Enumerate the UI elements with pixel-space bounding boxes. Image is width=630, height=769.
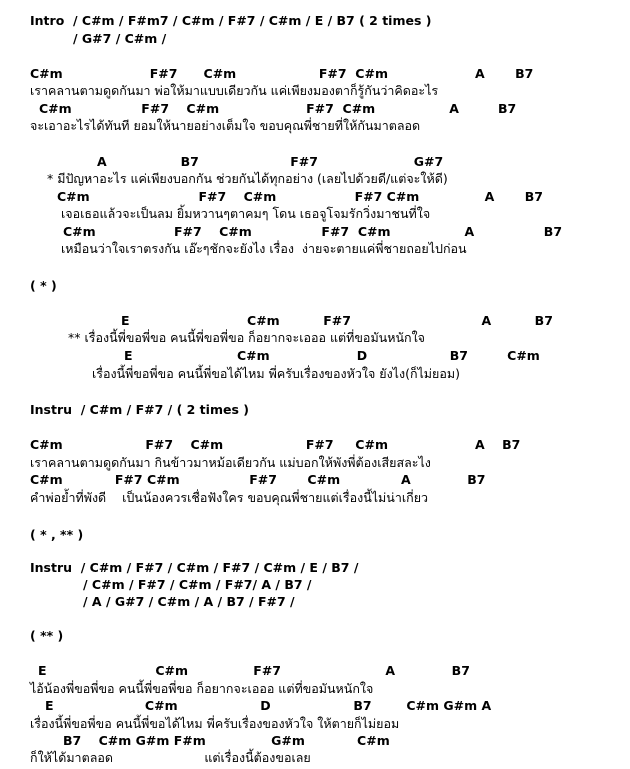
verse2-chords-2: C#m F#7 C#m F#7 C#m A B7 [30,472,486,487]
instru-line-2b: / C#m / F#7 / C#m / F#7/ A / B7 / [83,577,312,592]
instru-line-2c: / A / G#7 / C#m / A / B7 / F#7 / [83,594,295,609]
verse2-lyrics-2: คำพ่อย้ำที่พังดี เป็นน้องควรเชื่อฟังใคร ขอบคุณพี่ชายแต่เรื่องนี้ไม่น่าเกี่ยว [30,490,429,505]
outro-chords-2: E C#m D B7 C#m G#m A [45,698,492,713]
verse1-lyrics-1: เราคลานตามดูดกันมา พ่อให้มาแบบเดียวกัน แค่เพียงมองตาก็รู้กันว่าคิดอะไร [30,83,439,98]
chorus1-lyrics-3: เหมือนว่าใจเราตรงกัน เอ๊ะๆชักจะยังไง เรื่อง ง่ายจะตายแค่พี่ชายถอยไปก่อน [61,241,467,256]
repeat-marker-2: ( * , ** ) [30,527,84,542]
outro-lyrics-2: เรื่องนี้พี่ขอพี่ขอ คนนี้พี่ขอได้ไหม พี่ครับเรื่องของหัวใจ ให้ตายก็ไม่ยอม [30,716,400,731]
chorus1-chords-1: A B7 F#7 G#7 [97,154,444,169]
verse2-lyrics-1: เราคลานตามดูดกันมา กินข้าวมาหม้อเดียวกัน แม่บอกให้พังพี่ต้องเสียสละไง [30,455,431,470]
chorus1-chords-3: C#m F#7 C#m F#7 C#m A B7 [63,224,563,239]
verse1-chords-2: C#m F#7 C#m F#7 C#m A B7 [39,101,517,116]
outro-lyrics-1: ไอ้น้องพี่ขอพี่ขอ คนนี้พี่ขอพี่ขอ ก็อยากจะเอออ แต่ที่ขอมันหนักใจ [30,681,374,696]
hook-chords-2: E C#m D B7 C#m [124,348,540,363]
outro-lyrics-3: ก็ให้ได้มาตลอด แต่เรื่องนี้ต้องขอเลย [30,750,311,765]
outro-chords-3: B7 C#m G#m F#m G#m C#m [63,733,390,748]
verse2-chords-1: C#m F#7 C#m F#7 C#m A B7 [30,437,521,452]
intro-line-1: Intro / C#m / F#m7 / C#m / F#7 / C#m / E / B7 ( 2 times ) [30,13,432,28]
verse1-lyrics-2: จะเอาอะไรได้ทันที ยอมให้นายอย่างเต็มใจ ขอบคุณพี่ชายที่ให้กันมาตลอด [30,118,421,133]
hook-chords-1: E C#m F#7 A B7 [121,313,553,328]
instru-line-2a: Instru / C#m / F#7 / C#m / F#7 / C#m / E / B7 / [30,560,359,575]
hook-lyrics-2: เรื่องนี้พี่ขอพี่ขอ คนนี้พี่ขอได้ไหม พี่ครับเรื่องของหัวใจ ยังไง(ก็ไม่ยอม) [92,366,460,381]
outro-chords-1: E C#m F#7 A B7 [38,663,470,678]
repeat-marker-1: ( * ) [30,278,57,293]
chorus1-lyrics-2: เจอเธอแล้วจะเป็นลม ยิ้มหวานๆตาคมๆ โดน เธอจูโจมรักวิ่งมาชนที่ใจ [61,206,431,221]
verse1-chords-1: C#m F#7 C#m F#7 C#m A B7 [30,66,534,81]
chorus1-lyrics-1: * มีปัญหาอะไร แค่เพียงบอกกัน ช่วยกันได้ทุกอย่าง (เลยไปด้วยดี/แต่จะให้ดี) [47,171,448,186]
chorus1-chords-2: C#m F#7 C#m F#7 C#m A B7 [57,189,543,204]
repeat-marker-3: ( ** ) [30,628,64,643]
hook-lyrics-1: ** เรื่องนี้พี่ขอพี่ขอ คนนี้พี่ขอพี่ขอ ก็อยากจะเอออ แต่ที่ขอมันหนักใจ [68,330,426,345]
intro-line-2: / G#7 / C#m / [73,31,167,46]
instru-line-1: Instru / C#m / F#7 / ( 2 times ) [30,402,249,417]
